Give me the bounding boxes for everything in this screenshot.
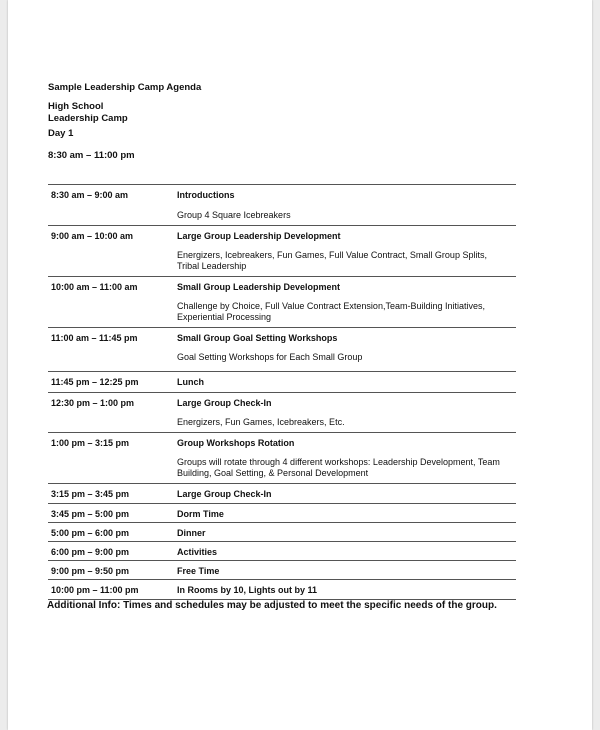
table-row — [48, 185, 516, 226]
row-time: 9:00 pm – 9:50 pm — [51, 566, 130, 576]
row-description: Energizers, Fun Games, Icebreakers, Etc. — [177, 417, 345, 427]
row-description: Energizers, Icebreakers, Fun Games, Full Value Contract, Small Group Splits, Tribal Leadership — [177, 250, 487, 271]
row-activity: Dorm Time — [177, 509, 224, 519]
row-activity: Large Group Leadership Development — [177, 231, 341, 241]
row-time: 11:45 pm – 12:25 pm — [51, 377, 139, 387]
row-activity: Introductions — [177, 190, 235, 200]
row-activity: Large Group Check-In — [177, 398, 272, 408]
document-page — [8, 0, 592, 730]
row-activity: Free Time — [177, 566, 220, 576]
table-row — [48, 433, 516, 484]
row-activity: Dinner — [177, 528, 206, 538]
row-description: Goal Setting Workshops for Each Small Group — [177, 352, 363, 362]
table-row — [48, 561, 516, 580]
row-time: 3:15 pm – 3:45 pm — [51, 489, 130, 499]
row-time: 12:30 pm – 1:00 pm — [51, 398, 135, 408]
table-row — [48, 277, 516, 328]
row-time: 8:30 am – 9:00 am — [51, 190, 129, 200]
row-activity: In Rooms by 10, Lights out by 11 — [177, 585, 318, 595]
table-row — [48, 226, 516, 277]
document-title: Sample Leadership Camp Agenda — [48, 82, 202, 93]
row-time: 10:00 am – 11:00 am — [51, 282, 138, 292]
row-time: 5:00 pm – 6:00 pm — [51, 528, 130, 538]
camp-label: Leadership Camp — [48, 113, 128, 124]
row-activity: Small Group Leadership Development — [177, 282, 341, 292]
row-activity: Small Group Goal Setting Workshops — [177, 333, 338, 343]
table-row — [48, 328, 516, 372]
row-time: 3:45 pm – 5:00 pm — [51, 509, 130, 519]
row-time: 1:00 pm – 3:15 pm — [51, 438, 130, 448]
row-time: 10:00 pm – 11:00 pm — [51, 585, 139, 595]
table-row — [48, 542, 516, 561]
row-time: 11:00 am – 11:45 pm — [51, 333, 138, 343]
row-activity: Activities — [177, 547, 218, 557]
table-row — [48, 372, 516, 393]
row-activity: Large Group Check-In — [177, 489, 272, 499]
table-row — [48, 504, 516, 523]
row-time: 6:00 pm – 9:00 pm — [51, 547, 130, 557]
school-label: High School — [48, 101, 104, 112]
row-activity: Lunch — [177, 377, 204, 387]
table-row — [48, 523, 516, 542]
day-label: Day 1 — [48, 128, 74, 139]
table-row — [48, 580, 516, 600]
table-row — [48, 393, 516, 433]
row-activity: Group Workshops Rotation — [177, 438, 295, 448]
row-description: Challenge by Choice, Full Value Contract Extension,Team-Building Initiatives, Experiential Processing — [177, 301, 485, 322]
row-description: Groups will rotate through 4 different workshops: Leadership Development, Team Building, Goal Setting, & Personal Development — [177, 457, 500, 478]
table-row — [48, 484, 516, 504]
additional-info: Additional Info: Times and schedules may be adjusted to meet the specific needs of the group. — [47, 600, 497, 611]
agenda-table — [48, 184, 516, 600]
time-range: 8:30 am – 11:00 pm — [48, 150, 135, 161]
row-time: 9:00 am – 10:00 am — [51, 231, 134, 241]
row-description: Group 4 Square Icebreakers — [177, 210, 291, 220]
